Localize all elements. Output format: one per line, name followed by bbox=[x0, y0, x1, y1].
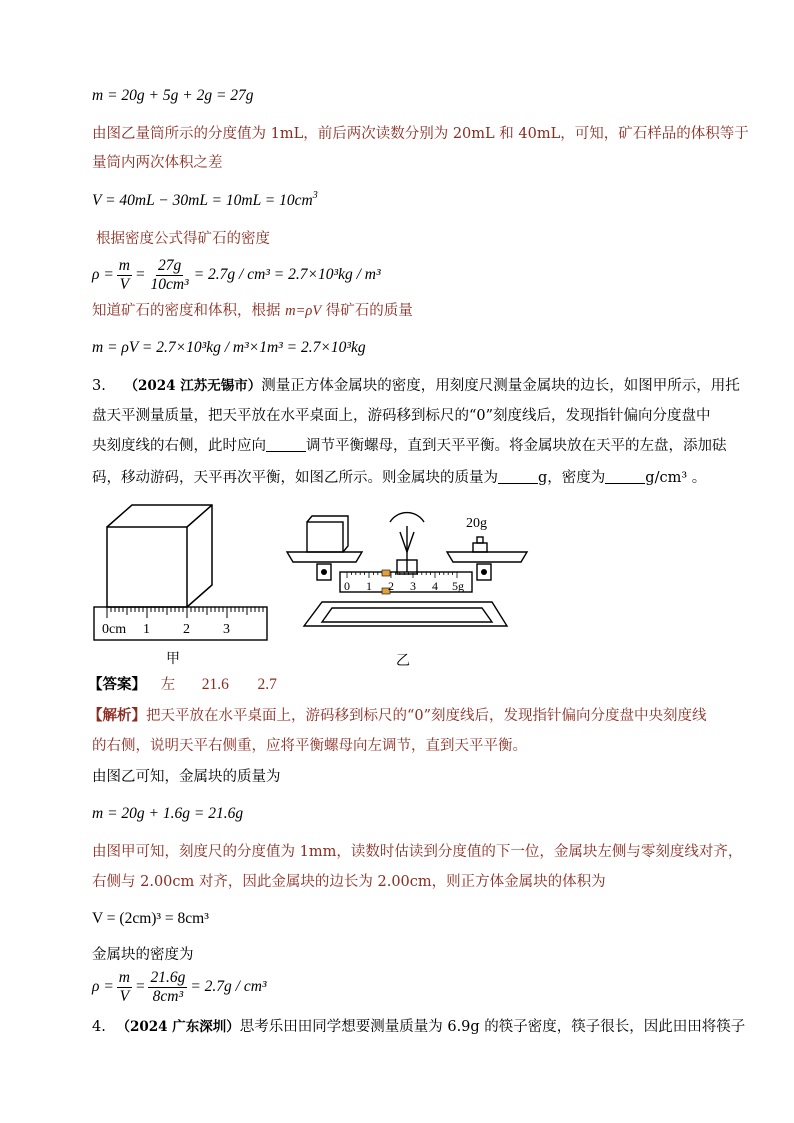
numerator: m bbox=[118, 256, 130, 274]
explanation-line: 由图乙量筒所示的分度值为 1mL，前后两次读数分别为 20mL 和 40mL，可知，矿石样品的体积等于 bbox=[92, 126, 749, 142]
question-3-line-3 bbox=[92, 436, 727, 456]
rho-lhs: ρ = bbox=[92, 978, 114, 995]
equation-volume-2: V = (2cm)³ = 8cm³ bbox=[92, 910, 209, 927]
numerator: m bbox=[118, 968, 130, 986]
text-segment: g，密度为 bbox=[538, 470, 606, 486]
question-3-line-4 bbox=[92, 468, 706, 488]
density-result: = 2.7g / cm³ = 2.7×10³kg / m³ bbox=[193, 266, 381, 283]
analysis-line-2: 的右侧，说明天平右侧重，应将平衡螺母向左调节，直到天平平衡。 bbox=[92, 738, 527, 754]
question-text: 思考乐田田同学想要测量质量为 6.9g 的筷子密度，筷子很长，因此田田将筷子 bbox=[239, 1019, 746, 1035]
answer-blank bbox=[498, 469, 538, 484]
cube-drawing bbox=[107, 505, 212, 607]
denominator: 10cm³ bbox=[150, 275, 189, 293]
answer-blank bbox=[605, 469, 645, 484]
scale-label: 1 bbox=[366, 579, 372, 593]
rho-lhs: ρ = bbox=[92, 266, 114, 283]
denominator: V bbox=[119, 275, 130, 293]
text-segment: 央刻度线的右侧，此时应向 bbox=[92, 438, 266, 454]
numerator: 27g bbox=[157, 256, 182, 274]
fraction-values bbox=[148, 257, 190, 294]
balance-base-inner bbox=[322, 608, 492, 622]
answer-value: 左 bbox=[160, 677, 176, 693]
question-3-line-2: 盘天平测量质量，把天平放在水平桌面上，游码移到标尺的“0”刻度线后，发现指针偏向分度盘中 bbox=[92, 408, 711, 424]
leveling-nut bbox=[481, 569, 487, 575]
answer-value: 2.7 bbox=[257, 676, 277, 693]
figure-caption-right: 乙 bbox=[396, 653, 410, 669]
equation-density-2 bbox=[92, 967, 267, 1007]
question-number: 4. bbox=[92, 1019, 106, 1035]
equation-mass: m = 20g + 5g + 2g = 27g bbox=[92, 87, 254, 104]
weight-knob bbox=[477, 537, 483, 543]
question-3-line-1 bbox=[92, 376, 740, 396]
rider-top bbox=[382, 570, 390, 576]
question-number: 3. bbox=[92, 378, 106, 394]
weight-label: 20g bbox=[466, 516, 487, 531]
density-result: = 2.7g / cm³ bbox=[190, 978, 267, 995]
answer-tag: 【答案】 bbox=[88, 676, 146, 693]
explanation-line: 根据密度公式得矿石的密度 bbox=[96, 231, 270, 247]
equation-mass-2: m = 20g + 1.6g = 21.6g bbox=[92, 805, 244, 822]
explanation-line bbox=[92, 301, 413, 321]
scale-label: 0 bbox=[344, 579, 350, 593]
scale-label: 3 bbox=[410, 579, 416, 593]
text-segment: 知道矿石的密度和体积，根据 bbox=[92, 303, 286, 319]
ruler-label: 3 bbox=[223, 622, 230, 637]
text-segment: g/cm³ 。 bbox=[645, 470, 707, 486]
ruler-label: 1 bbox=[143, 622, 150, 637]
question-source: （2024 广东深圳） bbox=[116, 1019, 240, 1035]
equation-volume-main: V = 40mL − 30mL = 10mL = 10cm bbox=[92, 192, 313, 209]
equals-sign: = bbox=[134, 266, 146, 283]
fraction-m-over-v bbox=[117, 257, 132, 294]
analysis-line-1 bbox=[88, 706, 707, 726]
equals-sign: = bbox=[134, 978, 146, 995]
weight-body bbox=[473, 543, 487, 552]
question-text: 测量正方体金属块的密度，用刻度尺测量金属块的边长，如图甲所示，用托 bbox=[261, 378, 740, 394]
text-segment: 得矿石的质量 bbox=[321, 303, 413, 319]
leveling-nut bbox=[321, 569, 327, 575]
fraction-m-over-v bbox=[117, 969, 132, 1006]
analysis-line-3: 由图乙可知，金属块的质量为 bbox=[92, 769, 281, 785]
equation-volume-exponent: 3 bbox=[312, 190, 318, 201]
figure-cube-ruler bbox=[92, 500, 272, 645]
scale-label: 5g bbox=[452, 579, 464, 593]
fraction-values bbox=[148, 969, 187, 1006]
question-4-line-1 bbox=[92, 1017, 745, 1037]
beam-ticks bbox=[347, 572, 457, 578]
denominator: 8cm³ bbox=[152, 987, 184, 1005]
equation-density bbox=[92, 255, 381, 295]
figure-balance bbox=[282, 508, 532, 638]
text-segment: 调节平衡螺母，直到天平平衡。将金属块放在天平的左盘，添加砝 bbox=[306, 438, 727, 454]
analysis-tag: 【解析】 bbox=[88, 707, 146, 724]
equation-volume bbox=[92, 191, 318, 211]
figure-caption-left: 甲 bbox=[166, 651, 180, 667]
answer-blank bbox=[266, 437, 306, 452]
answer-value: 21.6 bbox=[201, 676, 229, 693]
text-segment: 码，移动游码，天平再次平衡，如图乙所示。则金属块的质量为 bbox=[92, 470, 498, 486]
left-pan bbox=[287, 552, 362, 562]
denominator: V bbox=[119, 987, 130, 1005]
numerator: 21.6g bbox=[150, 968, 186, 986]
analysis-line-6: 金属块的密度为 bbox=[92, 947, 194, 963]
equation-ore-mass: m = ρV = 2.7×10³kg / m³×1m³ = 2.7×10³kg bbox=[92, 339, 366, 356]
explanation-line: 量筒内两次体积之差 bbox=[92, 155, 223, 171]
analysis-line-4: 由图甲可知，刻度尺的分度值为 1mm，读数时估读到分度值的下一位，金属块左侧与零刻度线对齐， bbox=[92, 844, 743, 860]
pointer-dial bbox=[390, 513, 424, 522]
analysis-line-5: 右侧与 2.00cm 对齐，因此金属块的边长为 2.00cm，则正方体金属块的体积为 bbox=[92, 874, 606, 890]
scale-label: 4 bbox=[432, 579, 438, 593]
scale-label: 2 bbox=[388, 579, 394, 593]
metal-block-drawing bbox=[307, 522, 343, 552]
ruler-ticks bbox=[107, 607, 263, 618]
answer-line bbox=[88, 675, 277, 695]
right-pan bbox=[447, 552, 527, 562]
ruler-label: 2 bbox=[183, 622, 190, 637]
analysis-text: 把天平放在水平桌面上，游码移到标尺的“0”刻度线后，发现指针偏向分度盘中央刻度线 bbox=[146, 708, 707, 724]
ruler-label: 0cm bbox=[102, 622, 127, 637]
formula: m=ρV bbox=[285, 303, 322, 319]
question-source: （2024 江苏无锡市） bbox=[124, 378, 262, 394]
